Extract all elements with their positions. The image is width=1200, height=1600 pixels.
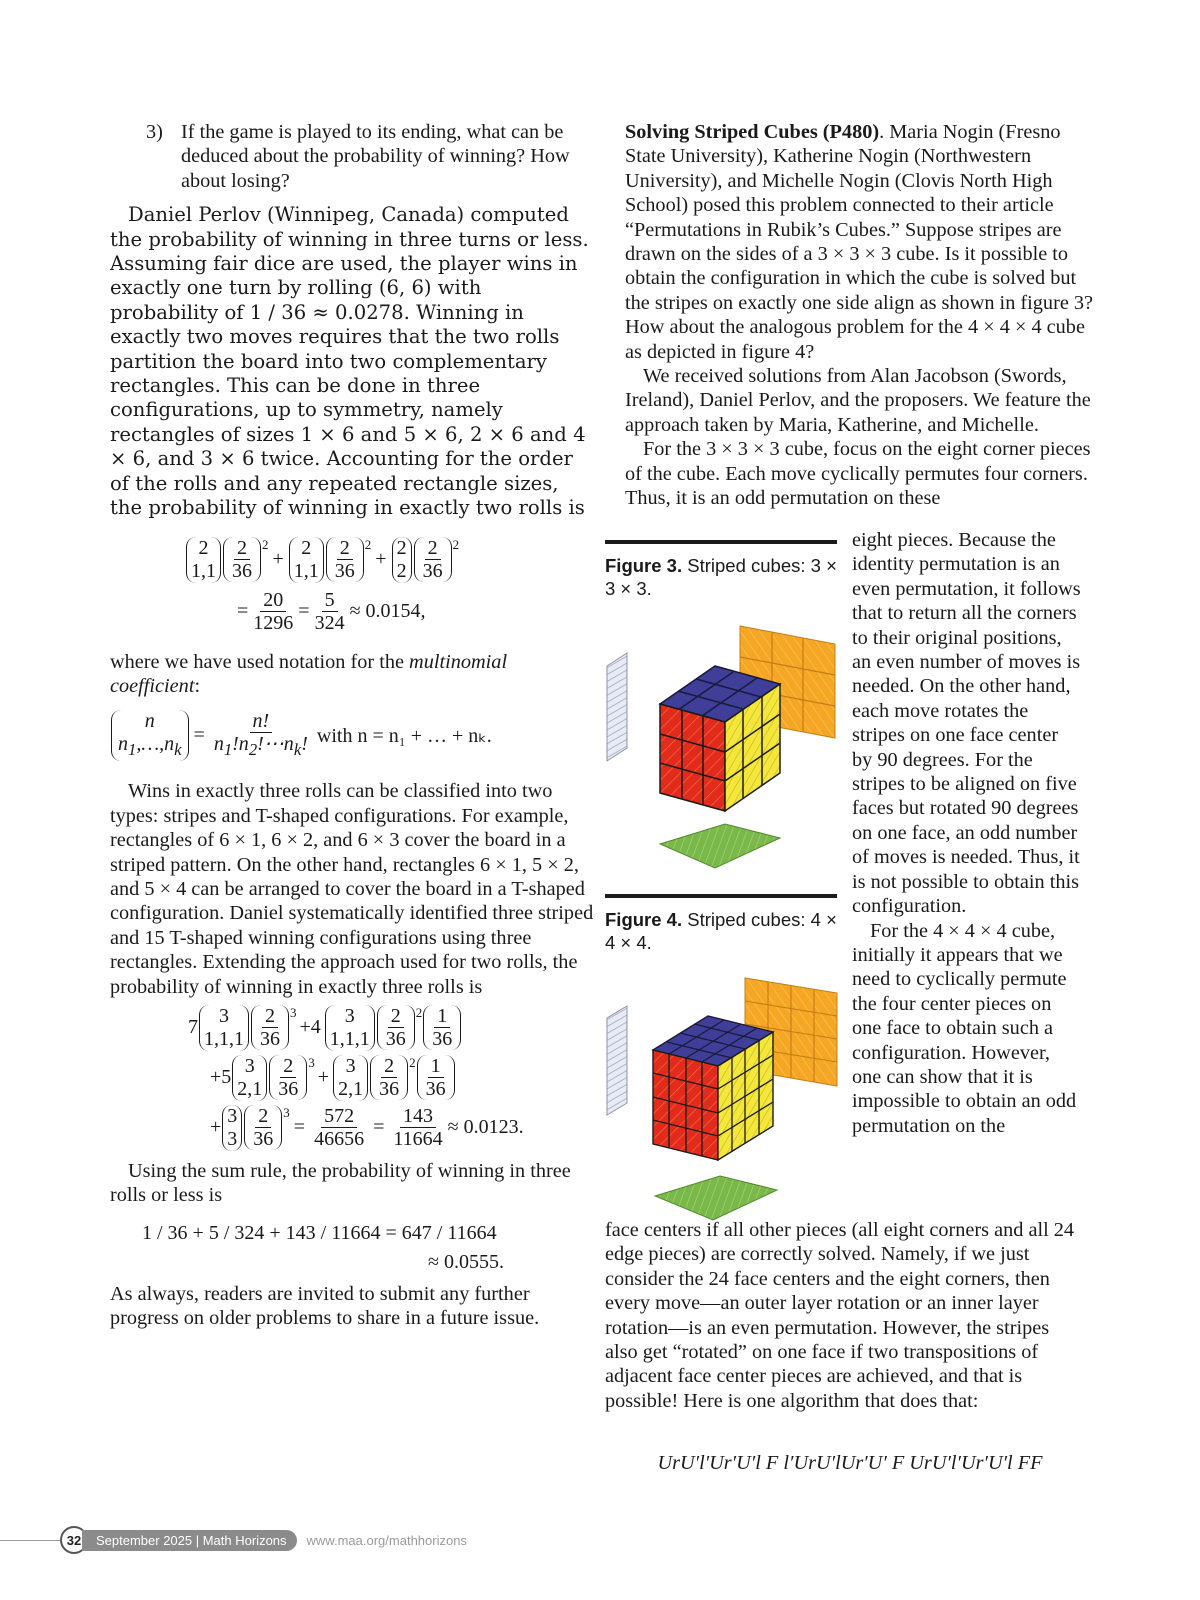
narrow-text-1: eight pieces. Because the identity permutation is an even permutation, it follows that to return all the corners to their original positions, an even number of moves is needed. On the other hand, each move rotates the stripes on one face center by 90 degrees. For the stripes to be aligned on five faces but rotated 90 degrees on one face, an odd number of moves is needed. Thus, it is not possible to obtain this configuration. For the 4 × 4 × 4 cube, initially it appears that we need to cyclically permute the four center pieces on one face to obtain such a configuration. However, one can show that it is impossible to obtain an odd permutation on the: [852, 529, 1081, 1137]
figure-4-rule: [605, 894, 837, 898]
page-number: 32: [60, 1526, 88, 1554]
equation-three-rolls-result: ≈ 0.0123.: [447, 1116, 524, 1139]
equation-three-rolls: 7 3 1,1,1 $\frac{2}{36}$ $^3$ +4 3 1,1,1 $\frac{2}{36}$ $^2$ $\frac{1}{36}$ +5 3 2,1 $\frac{2}{36}$ $^3$ + 3 2,1 $\frac{2}{36}$ $^2$ $\frac{1}{36}$ + 3 3 $\frac{2}{36}$ $^3$ = $\frac{572}{46656}$ = $\frac{143}{11664}$ ≈ 0.0123.: [188, 1004, 524, 1151]
question-3: [146, 120, 595, 193]
figure-3: [605, 540, 840, 876]
equation-two-rolls: 2 1,1 $\frac{2}{36}$ $^2$ + 2 1,1 $\frac{2}{36}$ $^2$ + 2 2 $\frac{2}{36}$ $^2$ = $\frac{20}{1296}$ = $\frac{5}{324}$ ≈ 0.0154,: [185, 537, 595, 634]
figure-4-caption: Figure 4. Striped cubes: 4 × 4 × 4.: [605, 909, 837, 953]
closing-paragraph: As always, readers are invited to submit any further progress on older problems to share in a future issue.: [110, 1282, 540, 1330]
question-3-text: If the game is played to its ending, what can be deduced about the probability of winning? How about losing?: [181, 121, 570, 192]
question-3-number: 3): [146, 121, 163, 143]
multinomial-note: where we have used notation for the multinomial coefficient:: [110, 650, 508, 697]
perlov-paragraph: Daniel Perlov (Winnipeg, Canada) computed the probability of winning in three turns or less. Assuming fair dice are used, the player wins in exactly one turn by rolling (6, 6) with probability of 1 / 36 ≈ 0.0278. Winning in exactly two moves requires that the two rolls partition the board into two complementary rectangles. This can be done in three configurations, up to symmetry, namely rectangles of sizes 1 × 6 and 5 × 6, 2 × 6 and 4 × 6, and 3 × 6 twice. Accounting for the order of the rolls and any repeated rectangle sizes, the probability of winning in exactly two rolls is: [110, 203, 589, 520]
three-rolls-paragraph: Wins in exactly three rolls can be classified into two types: stripes and T-shaped configurations. For example, rectangles of 6 × 1, 6 × 2, and 6 × 3 cover the board in a striped pattern. On the other hand, rectangles 6 × 1, 5 × 2, and 5 × 4 can be arranged to cover the board in a T-shaped configuration. Daniel systematically identified three striped and 15 T-shaped winning configurations using three rectangles. Extending the approach used for two rolls, the probability of winning in exactly three rolls is: [110, 780, 594, 998]
equation-two-rolls-result: ≈ 0.0154,: [349, 599, 426, 622]
problem-heading: Solving Striped Cubes (P480): [625, 121, 880, 143]
equation-sum-line1: 1 / 36 + 5 / 324 + 143 / 11664 = 647 / 11664: [142, 1221, 497, 1244]
algorithm: UrU′l′Ur′U′l F l′UrU′lUr′U′ F UrU′l′Ur′U′l FF: [657, 1452, 1043, 1474]
striped-cube-3x3-image: [605, 606, 840, 876]
multinomial-with: with n = n₁ + … + nₖ.: [316, 725, 492, 748]
equation-sum: [110, 1222, 595, 1274]
equation-multinomial: n $n_1,\dots,n_k$ = $\frac{n!}{n_1!n_2!\cdots n_k!}$ with n = n₁ + … + nₖ.: [110, 710, 595, 761]
sum-rule-paragraph: Using the sum rule, the probability of winning in three rolls or less is: [110, 1159, 571, 1207]
issue-label: September 2025 | Math Horizons: [82, 1530, 297, 1551]
footer-url: www.maa.org/mathhorizons: [306, 1532, 467, 1548]
striped-cubes-intro: Solving Striped Cubes (P480). Maria Nogin (Fresno State University), Katherine Nogin (Northwestern University), and Michelle Nogin (Clovis North High School) posed this problem connected to their article “Permutations in Rubik’s Cubes.” Suppose stripes are drawn on the sides of a 3 × 3 × 3 cube. Is it possible to obtain the configuration in which the cube is solved but the stripes on exactly one side align as shown in figure 3? How about the analogous problem for the 4 × 4 × 4 cube as depicted in figure 4?: [625, 121, 1094, 363]
narrow-text-2: For the 4 × 4 × 4 cube, initially it appears that we need to cyclically permute the four center pieces on one face to obtain such a configuration. However, one can show that it is impossible to obtain an odd permutation on the: [852, 919, 1077, 1137]
footer-rule: [0, 1540, 62, 1541]
figure-3-caption: Figure 3. Striped cubes: 3 × 3 × 3.: [605, 555, 837, 599]
right-column: [625, 120, 1105, 511]
figure-4: [605, 894, 840, 1228]
solutions-paragraph: We received solutions from Alan Jacobson (Swords, Ireland), Daniel Perlov, and the proposers. We feature the approach taken by Maria, Katherine, and Michelle.: [625, 365, 1091, 436]
striped-cube-4x4-image: [605, 958, 840, 1228]
figure-3-rule: [605, 540, 837, 544]
equation-sum-line2: ≈ 0.0555.: [428, 1250, 504, 1273]
page-footer: [0, 1528, 467, 1552]
corner-paragraph: For the 3 × 3 × 3 cube, focus on the eight corner pieces of the cube. Each move cyclically permutes four corners. Thus, it is an odd permutation on these: [625, 438, 1091, 510]
left-column: [110, 120, 595, 1331]
right-end-text: face centers if all other pieces (all eight corners and all 24 edge pieces) are correctly solved. Namely, if we just consider the 24 face centers and the eight corners, then every move—an outer layer rotation or an inner layer rotation—is an even permutation. However, the stripes also get “rotated” on one face if two transpositions of adjacent face center pieces are achieved, and that is possible! Here is one algorithm that does that:: [605, 1219, 1075, 1412]
